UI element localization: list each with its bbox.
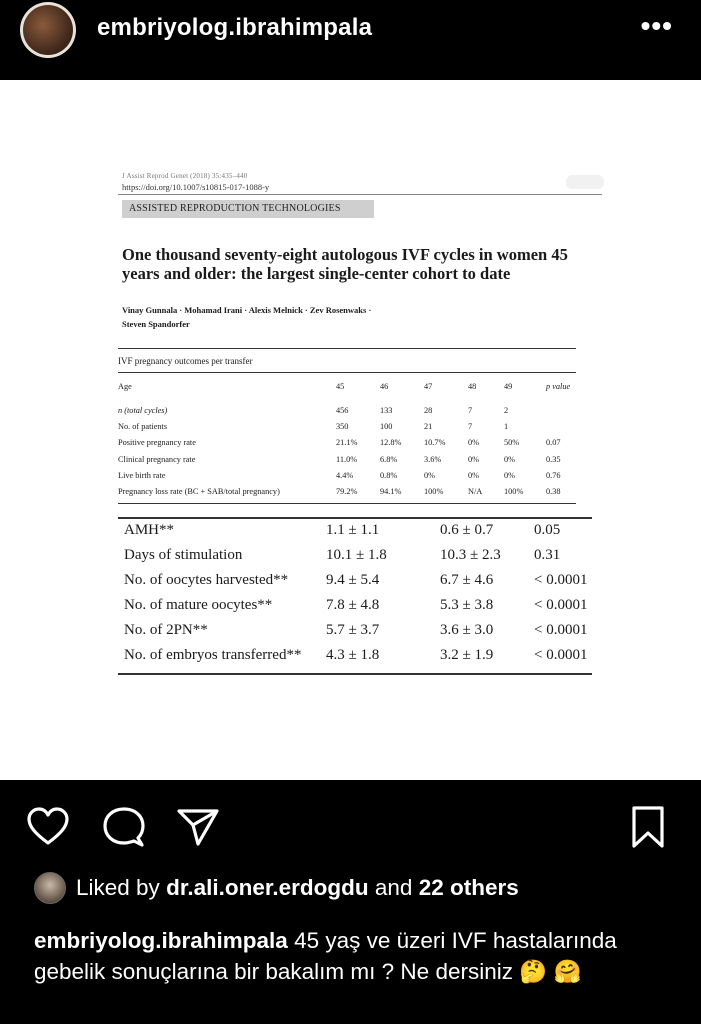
table-cell: 6.8%: [380, 454, 398, 464]
table-cell: n (total cycles): [118, 406, 168, 415]
table-cell: Positive pregnancy rate: [118, 438, 196, 448]
table-cell: 0%: [468, 438, 480, 448]
likes-others[interactable]: 22 others: [418, 875, 519, 900]
paper-authors: [122, 303, 582, 331]
likes-summary[interactable]: [76, 875, 519, 901]
table-cell: 2: [504, 406, 509, 415]
heart-icon[interactable]: [26, 806, 70, 851]
table-cell: N/A: [468, 487, 483, 496]
likes-prefix: Liked by: [76, 875, 160, 900]
table-cell: 4.4%: [336, 470, 354, 480]
table-cell: 21.1%: [336, 438, 358, 448]
table-cell: 7: [468, 422, 473, 432]
table-cell: 350: [336, 422, 349, 432]
more-options-icon[interactable]: •••: [640, 10, 673, 41]
table-cell: 0.8%: [380, 470, 398, 480]
caption-username[interactable]: embriyolog.ibrahimpala: [34, 928, 288, 953]
stim-cell: < 0.0001: [534, 647, 588, 663]
stim-row-label: No. of embryos transferred**: [124, 647, 302, 663]
stim-row-label: No. of 2PN**: [124, 622, 208, 638]
authors-line-2: Steven Spandorfer: [122, 319, 190, 329]
likes-middle: and: [374, 875, 413, 900]
post-caption: [34, 925, 684, 987]
table-cell: 21: [424, 422, 433, 432]
table-cell: 79.2%: [336, 487, 358, 496]
table-cell: 7: [468, 406, 473, 415]
paper-title: One thousand seventy-eight autologous IVF cycles in women 45 years and older: the largest single-center cohort to date: [122, 245, 568, 283]
liker-avatar[interactable]: [34, 872, 66, 904]
table-bottom-rule: [118, 503, 576, 504]
stim-cell: 9.4 ± 5.4: [326, 572, 380, 588]
stim-table-top-rule: [118, 517, 592, 519]
table-cell: 3.6%: [424, 454, 442, 464]
caption-text: 45 yaş ve üzeri IVF hastalarında gebelik sonuçlarına bir bakalım mı ? Ne dersiniz 🤔 🤗: [34, 928, 617, 984]
stim-cell: 10.3 ± 2.3: [440, 547, 501, 563]
send-icon[interactable]: [176, 807, 220, 852]
stim-row-label: No. of oocytes harvested**: [124, 572, 289, 588]
bookmark-icon[interactable]: [628, 805, 668, 854]
stim-cell: 0.6 ± 0.7: [440, 522, 494, 538]
journal-line: J Assist Reprod Genet (2018) 35:435–440: [122, 172, 248, 180]
stim-table-bottom-rule: [118, 673, 592, 675]
table-cell: 0.76: [546, 470, 561, 480]
table-header-cell: 47: [424, 382, 433, 391]
stim-cell: 5.7 ± 3.7: [326, 622, 380, 638]
stim-row-label: AMH**: [124, 522, 175, 538]
stim-cell: < 0.0001: [534, 597, 588, 613]
stim-cell: 3.2 ± 1.9: [440, 647, 494, 663]
table-cell: 10.7%: [424, 438, 446, 448]
comment-icon[interactable]: [102, 806, 146, 853]
stim-cell: 10.1 ± 1.8: [326, 547, 387, 563]
section-tag: ASSISTED REPRODUCTION TECHNOLOGIES: [122, 200, 374, 218]
table-cell: 50%: [504, 438, 520, 448]
table-header-cell: 49: [504, 382, 513, 391]
stim-cell: 0.05: [534, 522, 561, 538]
table-cell: 12.8%: [380, 438, 402, 448]
table-cell: 11.0%: [336, 454, 358, 464]
table-cell: Clinical pregnancy rate: [118, 454, 196, 464]
table-cell: 0%: [468, 454, 480, 464]
table-header-cell: Age: [118, 382, 132, 391]
table-header-cell: 48: [468, 382, 477, 391]
table-cell: Pregnancy loss rate (BC + SAB/total pregnancy): [118, 487, 280, 496]
table-cell: 0%: [468, 470, 480, 480]
table-cell: 133: [380, 406, 393, 415]
post-header: [0, 0, 701, 80]
avatar-image: [23, 5, 73, 55]
table-cell: 0%: [504, 454, 516, 464]
stim-cell: 6.7 ± 4.6: [440, 572, 494, 588]
table-cell: 0.35: [546, 454, 561, 464]
paper-document: [0, 80, 701, 780]
table-cell: 0.07: [546, 438, 561, 448]
table-header-cell: 46: [380, 382, 389, 391]
table-cell: No. of patients: [118, 422, 168, 432]
stim-cell: < 0.0001: [534, 622, 588, 638]
table-cell: 100: [380, 422, 393, 432]
table-header-cell: 45: [336, 382, 345, 391]
stim-cell: 5.3 ± 3.8: [440, 597, 494, 613]
table-caption: IVF pregnancy outcomes per transfer: [118, 356, 253, 366]
table-cell: 28: [424, 406, 433, 415]
stim-row-label: Days of stimulation: [124, 547, 243, 563]
table-cell: Live birth rate: [118, 470, 166, 480]
table-cell: 100%: [504, 487, 524, 496]
post-username[interactable]: embriyolog.ibrahimpala: [97, 14, 373, 41]
avatar[interactable]: [20, 2, 76, 58]
stim-cell: 4.3 ± 1.8: [326, 647, 380, 663]
stim-cell: 0.31: [534, 547, 561, 563]
table-header-rule: [118, 372, 576, 373]
divider: [118, 194, 602, 195]
table-top-rule: [118, 348, 576, 349]
table-cell: 1: [504, 422, 509, 432]
table-cell: 100%: [424, 487, 444, 496]
authors-line-1: Vinay Gunnala · Mohamad Irani · Alexis Melnick · Zev Rosenwaks ·: [122, 305, 372, 315]
stim-cell: 3.6 ± 3.0: [440, 622, 494, 638]
paper-doi: https://doi.org/10.1007/s10815-017-1088-y: [122, 182, 270, 192]
stim-row-label: No. of mature oocytes**: [124, 597, 273, 613]
table-header-cell: p value: [546, 382, 571, 391]
liker-username[interactable]: dr.ali.oner.erdogdu: [166, 875, 369, 900]
stim-cell: 1.1 ± 1.1: [326, 522, 380, 538]
stim-cell: < 0.0001: [534, 572, 588, 588]
journal-logo: [566, 175, 604, 189]
stim-cell: 7.8 ± 4.8: [326, 597, 380, 613]
table-cell: 0%: [424, 470, 436, 480]
table-cell: 0.38: [546, 487, 561, 496]
table-cell: 94.1%: [380, 487, 402, 496]
table-cell: 0%: [504, 470, 516, 480]
table-cell: 456: [336, 406, 349, 415]
post-image[interactable]: [0, 80, 701, 780]
